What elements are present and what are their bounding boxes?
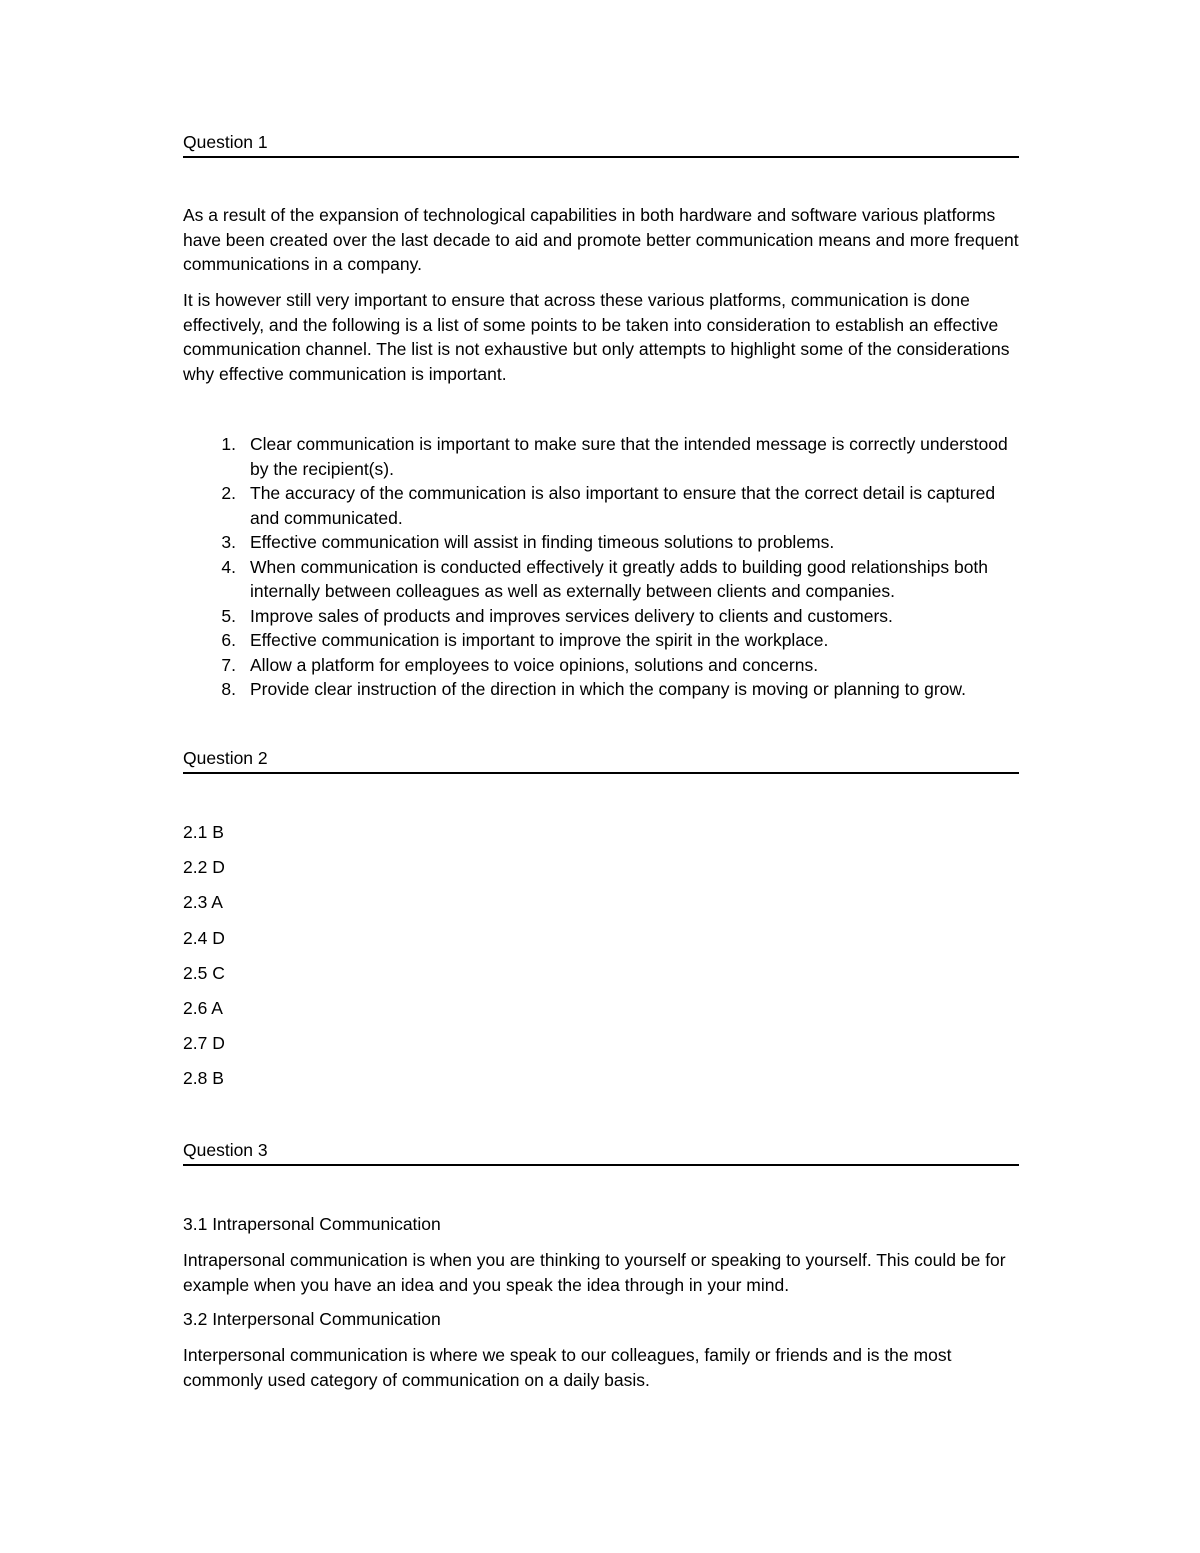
list-number: 8. bbox=[221, 679, 236, 699]
answer-item: 2.4 D bbox=[183, 927, 225, 948]
answer-item: 2.1 B bbox=[183, 822, 224, 842]
list-number: 5. bbox=[221, 605, 236, 626]
list-text: When communication is conducted effectively it greatly adds to building good relationships both internally between colleagues as well as externally between clients and companies. bbox=[250, 556, 989, 601]
question-2-answers bbox=[183, 820, 1019, 1102]
subsection-3-1-text bbox=[183, 1248, 1019, 1297]
question-3-heading: Question 3 bbox=[183, 1138, 1019, 1166]
paragraph: As a result of the expansion of technological capabilities in both hardware and software various platforms have been created over the last decade to aid and promote better communication means and more frequent communications in a company. bbox=[183, 205, 1019, 274]
answer-item: 2.6 A bbox=[183, 997, 223, 1018]
question-1-heading: Question 1 bbox=[183, 130, 1019, 158]
subsection-3-1-title: 3.1 Intrapersonal Communication bbox=[183, 1214, 441, 1234]
list-item bbox=[183, 481, 1019, 530]
list-number: 2. bbox=[221, 483, 236, 503]
list-item bbox=[183, 530, 1019, 555]
subsection-3-2-title: 3.2 Interpersonal Communication bbox=[183, 1309, 441, 1329]
question-1-points-list bbox=[183, 432, 1019, 702]
answer-item: 2.5 C bbox=[183, 962, 225, 983]
list-number: 4. bbox=[221, 556, 236, 577]
list-number: 3. bbox=[221, 532, 236, 552]
list-item bbox=[183, 432, 1019, 481]
list-text: The accuracy of the communication is also important to ensure that the correct detail is captured and communicated. bbox=[250, 483, 996, 528]
list-item bbox=[183, 555, 1019, 604]
list-text: Effective communication will assist in finding timeous solutions to problems. bbox=[250, 532, 835, 552]
list-text: Provide clear instruction of the direction in which the company is moving or planning to grow. bbox=[250, 679, 966, 699]
list-text: Clear communication is important to make sure that the intended message is correctly understood by the recipient(s). bbox=[250, 434, 1008, 479]
list-number: 6. bbox=[221, 630, 236, 650]
list-text: Effective communication is important to improve the spirit in the workplace. bbox=[250, 630, 829, 650]
list-text: Allow a platform for employees to voice opinions, solutions and concerns. bbox=[250, 654, 819, 675]
list-item bbox=[183, 677, 1019, 702]
question-1-para-1 bbox=[183, 203, 1019, 277]
subsection-3-2-text bbox=[183, 1343, 1019, 1392]
answer-item: 2.8 B bbox=[183, 1068, 224, 1089]
answer-item: 2.3 A bbox=[183, 892, 223, 913]
list-item bbox=[183, 653, 1019, 678]
list-text: Improve sales of products and improves services delivery to clients and customers. bbox=[250, 605, 893, 626]
paragraph: It is however still very important to ensure that across these various platforms, communication is done effectively, and the following is a list of some points to be taken into consideration to establish an effective communication channel. The list is not exhaustive but only attempts to highlight some of the considerations why effective communication is important. bbox=[183, 290, 1010, 384]
answer-item: 2.7 D bbox=[183, 1033, 225, 1054]
question-1-para-2 bbox=[183, 288, 1019, 386]
list-number: 1. bbox=[221, 434, 236, 454]
question-2-heading: Question 2 bbox=[183, 746, 1019, 774]
list-item bbox=[183, 628, 1019, 653]
paragraph: Intrapersonal communication is when you are thinking to yourself or speaking to yourself. This could be for example when you have an idea and you speak the idea through in your mind. bbox=[183, 1250, 1006, 1295]
list-item bbox=[183, 604, 1019, 629]
paragraph: Interpersonal communication is where we speak to our colleagues, family or friends and is the most commonly used category of communication on a daily basis. bbox=[183, 1345, 952, 1390]
list-number: 7. bbox=[221, 654, 236, 675]
answer-item: 2.2 D bbox=[183, 857, 225, 878]
